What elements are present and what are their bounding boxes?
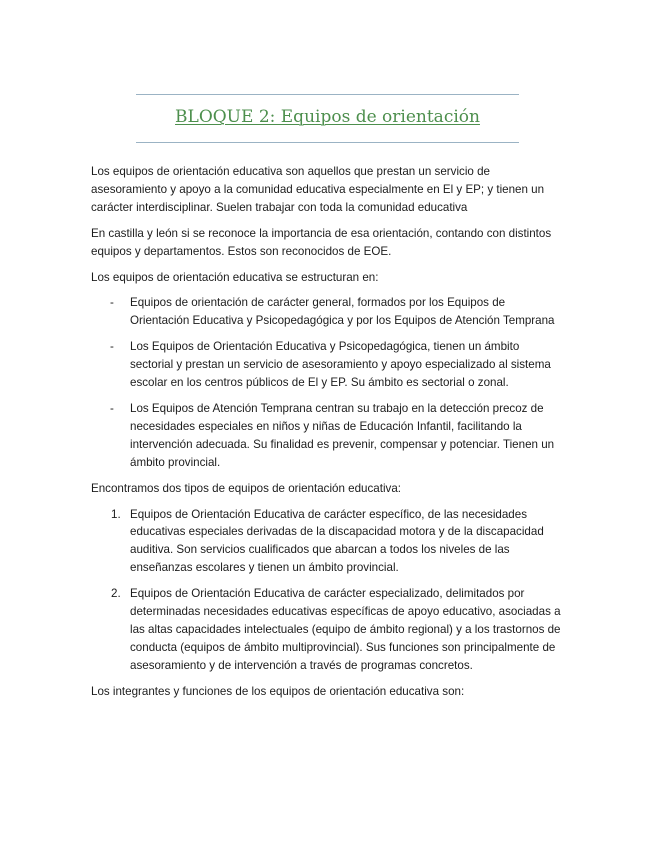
types-list (91, 506, 561, 675)
document-body (91, 163, 561, 709)
dash-bullet: - (110, 401, 114, 415)
numbered-item-text: Equipos de Orientación Educativa de carácter específico, de las necesidades educativas especiales derivadas de la discapacidad motora y de la discapacidad auditiva. Son servicios cualificados que abarcan a todos los niveles de las enseñanzas escolares y tienen un ámbito provincial. (130, 507, 544, 575)
title-rule-bottom (136, 142, 519, 143)
dash-bullet: - (110, 296, 114, 310)
castilla-leon-paragraph: En castilla y león si se reconoce la importancia de esa orientación, contando con distintos equipos y departamentos. Estos son reconocidos de EOE. (91, 226, 552, 258)
list-item (91, 338, 561, 392)
types-intro-paragraph: Encontramos dos tipos de equipos de orientación educativa: (91, 481, 402, 495)
list-item (91, 400, 561, 472)
item-number: 2. (111, 587, 121, 601)
dash-bullet: - (110, 340, 114, 354)
closing-paragraph: Los integrantes y funciones de los equipos de orientación educativa son: (91, 684, 465, 698)
list-item-text: Los Equipos de Orientación Educativa y Psicopedagógica, tienen un ámbito sectorial y prestan un servicio de asesoramiento y apoyo especializado al sistema escolar en los centros públicos de El y EP. Su ámbito es sectorial o zonal. (130, 340, 551, 390)
list-item (91, 294, 561, 330)
list-item-text: Equipos de orientación de carácter general, formados por los Equipos de Orientación Educativa y Psicopedagógica y por los Equipos de Atención Temprana (130, 296, 555, 328)
numbered-item (91, 506, 561, 578)
title-rule-top (136, 94, 519, 95)
list-item-text: Los Equipos de Atención Temprana centran su trabajo en la detección precoz de necesidades especiales en niños y niñas de Educación Infantil, facilitando la intervención adecuada. Su finalidad es prevenir, compensar y potenciar. Tienen un ámbito provincial. (130, 401, 555, 469)
item-number: 1. (111, 507, 121, 521)
numbered-item-text: Equipos de Orientación Educativa de carácter especializado, delimitados por determinadas necesidades educativas específicas de apoyo educativo, asociadas a las altas capacidades intelectuales (equipo de ámbito regional) y a los trastornos de conducta (equipos de ámbito multiprovincial). Sus funciones son principalmente de asesoramiento y de intervención a través de programas concretos. (130, 587, 561, 672)
structure-list (91, 294, 561, 471)
numbered-item (91, 585, 561, 675)
page-title: BLOQUE 2: Equipos de orientación (175, 107, 480, 127)
structure-intro-paragraph: Los equipos de orientación educativa se estructuran en: (91, 270, 379, 284)
intro-paragraph: Los equipos de orientación educativa son aquellos que prestan un servicio de asesoramiento y apoyo a la comunidad educativa especialmente en El y EP; y tienen un carácter interdisciplinar. Suelen trabajar con toda la comunidad educativa (91, 165, 545, 214)
